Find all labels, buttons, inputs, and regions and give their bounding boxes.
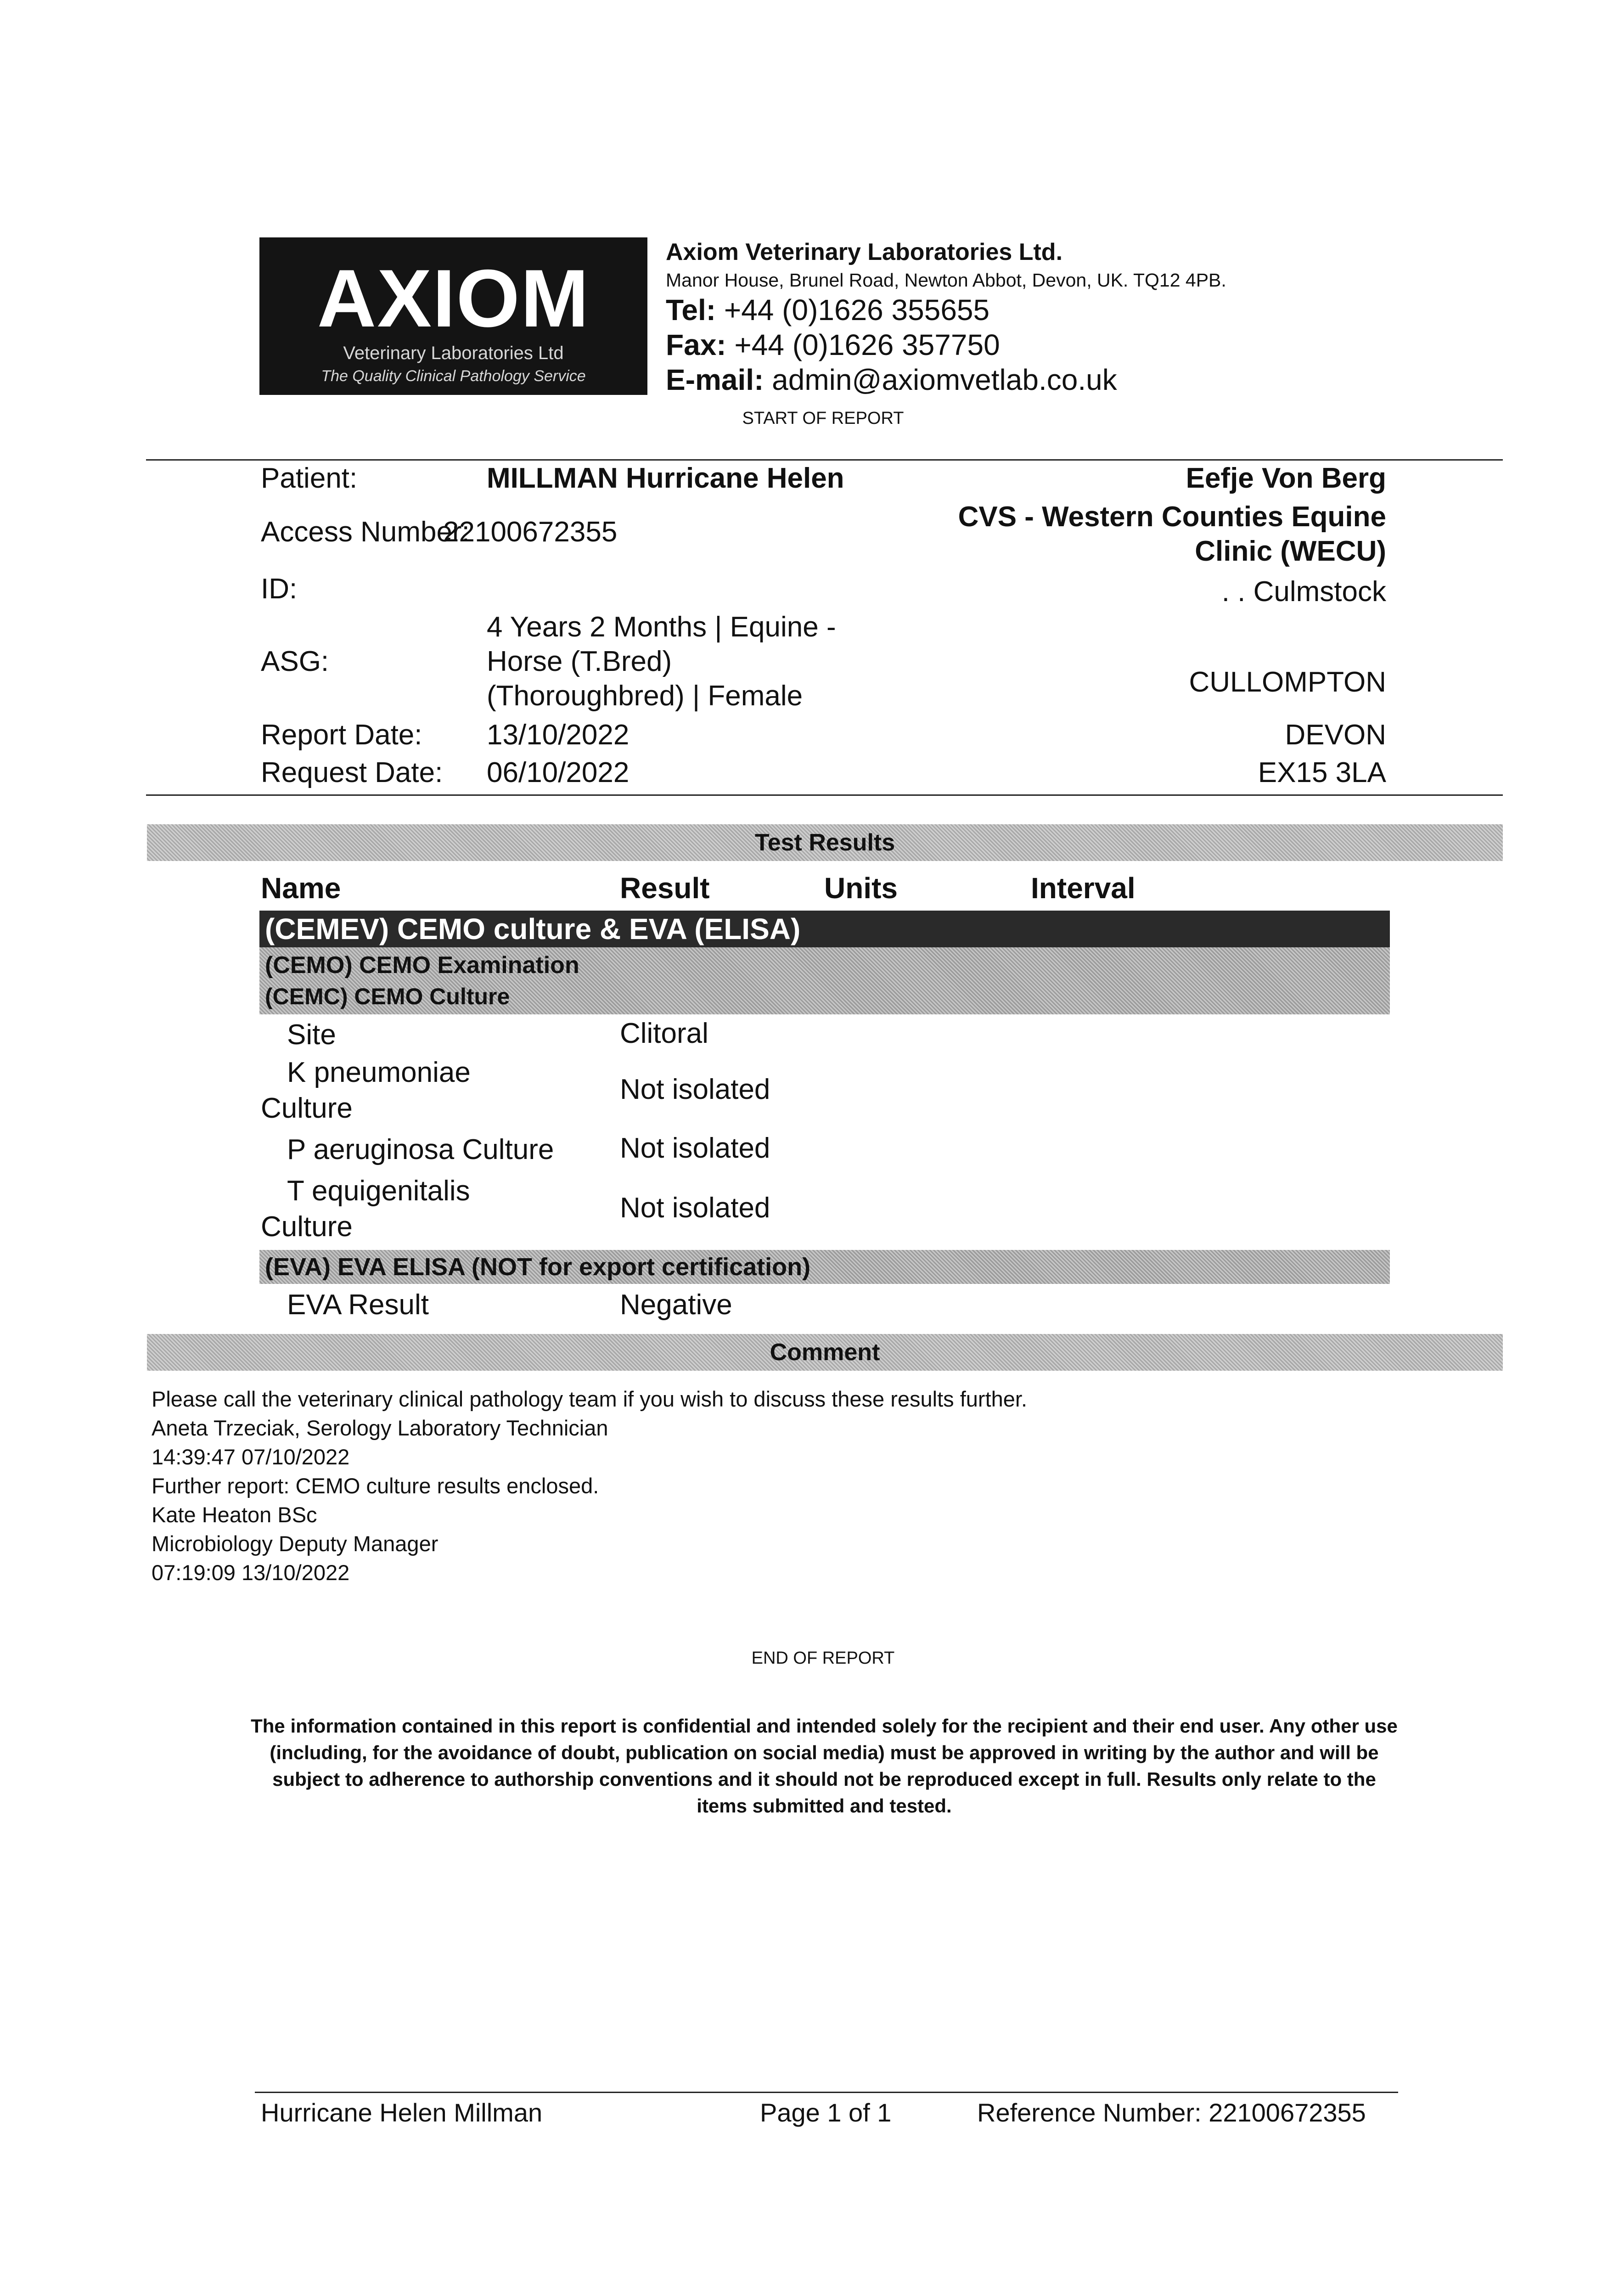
end-of-report: END OF REPORT (751, 1649, 895, 1668)
column-units: Units (824, 872, 898, 905)
disclaimer-line: subject to adherence to authorship conventions and it should not be reproduced except in full. Results only relate to the (272, 1768, 1376, 1790)
result-name-t-equigenitalis: T equigenitalis (287, 1175, 470, 1207)
result-value-p-aeruginosa: Not isolated (620, 1132, 770, 1164)
access-number-label: Access Number: (261, 516, 470, 548)
result-value-k-pneumoniae: Not isolated (620, 1074, 770, 1105)
patient-name: MILLMAN Hurricane Helen (487, 462, 844, 494)
comment-line: Aneta Trzeciak, Serology Laboratory Technician (152, 1416, 608, 1440)
asg-line-3: (Thoroughbred) | Female (487, 680, 803, 712)
comment-line: 07:19:09 13/10/2022 (152, 1560, 350, 1585)
comment-line: Please call the veterinary clinical pathology team if you wish to discuss these results further. (152, 1387, 1028, 1411)
result-name-eva: EVA Result (287, 1289, 429, 1321)
lab-name: Axiom Veterinary Laboratories Ltd. (666, 239, 1063, 265)
clinic-address-1: . . Culmstock (1221, 576, 1386, 608)
comment-bar: Comment (147, 1334, 1503, 1371)
tel-label: Tel: (666, 293, 716, 326)
report-date: 13/10/2022 (487, 719, 630, 751)
asg-line-1: 4 Years 2 Months | Equine - (487, 611, 836, 643)
comment-line: Microbiology Deputy Manager (152, 1531, 438, 1556)
divider-patient (146, 794, 1503, 796)
axiom-logo (259, 237, 647, 395)
access-number: 22100672355 (443, 516, 618, 548)
report-date-label: Report Date: (261, 719, 422, 751)
panel-subheaders (259, 947, 1390, 1014)
column-name: Name (261, 872, 341, 905)
practice-line-1: CVS - Western Counties Equine (958, 501, 1386, 533)
asg-label: ASG: (261, 646, 329, 677)
subheader-cemo-examination: (CEMO) CEMO Examination (265, 952, 579, 979)
subheader-eva-elisa: (EVA) EVA ELISA (NOT for export certification) (259, 1250, 1390, 1284)
fax-label: Fax: (666, 328, 726, 361)
disclaimer-line: items submitted and tested. (697, 1795, 952, 1817)
result-name-k-pneumoniae: K pneumoniae (287, 1057, 471, 1088)
email-value[interactable]: admin@axiomvetlab.co.uk (772, 363, 1117, 396)
practice-line-2: Clinic (WECU) (1195, 535, 1386, 567)
lab-address: Manor House, Brunel Road, Newton Abbot, Devon, UK. TQ12 4PB. (666, 270, 1226, 291)
result-value-site: Clitoral (620, 1018, 708, 1049)
comment-block (152, 1384, 1027, 1587)
lab-tel (666, 293, 1446, 327)
divider-top (146, 459, 1503, 461)
disclaimer-line: (including, for the avoidance of doubt, publication on social media) must be approved in writing by the author and will be (270, 1742, 1379, 1763)
request-date-label: Request Date: (261, 757, 443, 788)
tel-value: +44 (0)1626 355655 (724, 293, 990, 326)
disclaimer-line: The information contained in this report is confidential and intended solely for the recipient and their end user. Any other use (251, 1715, 1398, 1737)
result-name-t-equigenitalis-2: Culture (261, 1211, 353, 1243)
clinic-address-2: CULLOMPTON (1189, 666, 1386, 698)
comment-line: 14:39:47 07/10/2022 (152, 1445, 350, 1469)
clinic-address-4: EX15 3LA (1258, 757, 1386, 788)
panel-header-cemev: (CEMEV) CEMO culture & EVA (ELISA) (259, 911, 1390, 947)
confidentiality-disclaimer (152, 1713, 1497, 1819)
column-interval: Interval (1031, 872, 1135, 905)
id-label: ID: (261, 573, 298, 605)
logo-tagline: The Quality Clinical Pathology Service (321, 367, 586, 385)
column-result: Result (620, 872, 710, 905)
asg-line-2: Horse (T.Bred) (487, 646, 672, 677)
comment-line: Kate Heaton BSc (152, 1503, 317, 1527)
lab-email (666, 362, 1446, 397)
subheader-cemo-culture: (CEMC) CEMO Culture (265, 984, 510, 1009)
result-name-site: Site (287, 1019, 336, 1051)
result-name-k-pneumoniae-2: Culture (261, 1092, 353, 1124)
result-value-eva: Negative (620, 1289, 732, 1321)
request-date: 06/10/2022 (487, 757, 630, 788)
footer-divider (255, 2092, 1398, 2093)
lab-contact-block (666, 236, 1446, 397)
footer-reference: Reference Number: 22100672355 (977, 2098, 1366, 2127)
logo-wordmark: AXIOM (317, 253, 590, 344)
patient-label: Patient: (261, 462, 358, 494)
comment-line: Further report: CEMO culture results enclosed. (152, 1474, 599, 1498)
footer-page-number: Page 1 of 1 (760, 2098, 892, 2127)
logo-subtitle: Veterinary Laboratories Ltd (343, 343, 564, 363)
vet-name: Eefje Von Berg (1186, 462, 1386, 494)
lab-fax (666, 327, 1446, 362)
footer-patient: Hurricane Helen Millman (261, 2098, 543, 2127)
result-value-t-equigenitalis: Not isolated (620, 1192, 770, 1224)
test-results-bar: Test Results (147, 824, 1503, 861)
start-of-report: START OF REPORT (742, 409, 904, 428)
email-label: E-mail: (666, 363, 764, 396)
result-name-p-aeruginosa: P aeruginosa Culture (287, 1134, 554, 1165)
fax-value: +44 (0)1626 357750 (734, 328, 1000, 361)
clinic-address-3: DEVON (1285, 719, 1386, 751)
